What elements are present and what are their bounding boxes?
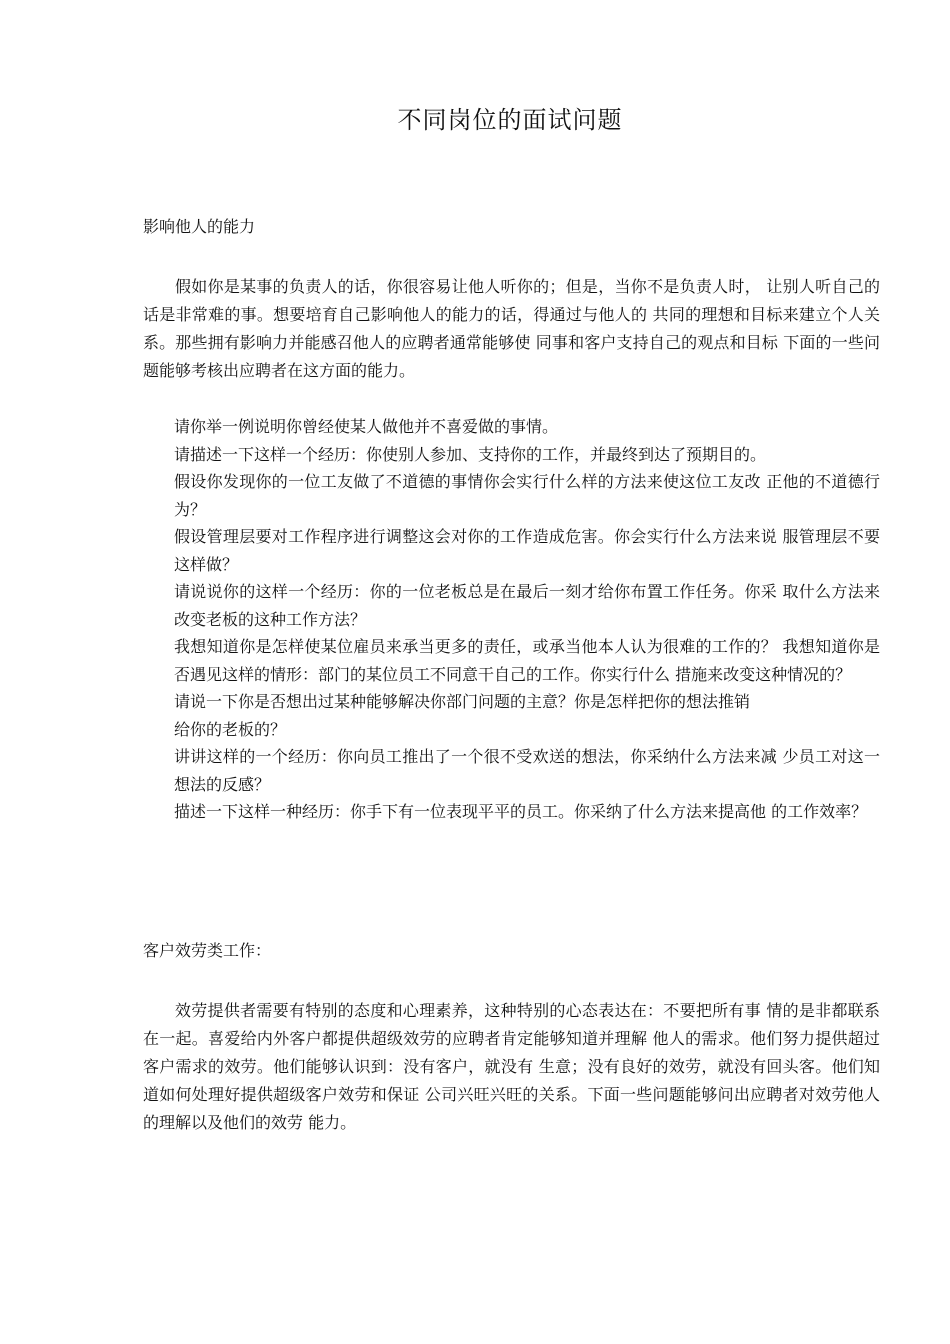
page-title: 不同岗位的面试问题	[397, 106, 623, 134]
section-intro-customer-service: 效劳提供者需要有特别的态度和心理素养，这种特别的心态表达在：不要把所有事 情的是非都联系在一起。喜爱给内外客户都提供超级效劳的应聘者肯定能够知道并理解 他人的需求。他们努力提供超过客户需求的效劳。他们能够认识到：没有客户，就没有 生意；没有良好的效劳，就没有回头客。他们知道如何处理好提供超级客户效劳和保证 公司兴旺兴旺的关系。下面一些问题能够问出应聘者对效劳他人的理解以及他们的效劳 能力。	[143, 1001, 880, 1132]
section-heading-influence: 影响他人的能力	[143, 217, 256, 236]
question-item: 请说一下你是否想出过某种能够解决你部门问题的主意？你是怎样把你的想法推销	[174, 692, 751, 711]
question-item: 给你的老板的？	[174, 719, 287, 739]
question-item: 请你举一例说明你曾经使某人做他并不喜爱做的事情。	[174, 417, 559, 436]
question-item: 请说说你的这样一个经历：你的一位老板总是在最后一刻才给你布置工作任务。你采 取什么方法来改变老板的这种工作方法？	[174, 582, 880, 629]
section-heading-customer-service: 客户效劳类工作：	[143, 941, 272, 960]
section-intro-influence: 假如你是某事的负责人的话，你很容易让他人听你的；但是，当你不是负责人时， 让别人听自己的话是非常难的事。想要培育自己影响他人的能力的话，得通过与他人的 共同的理想和目标来建立个人关系。那些拥有影响力并能感召他人的应聘者通常能够使 同事和客户支持自己的观点和目标 下面的一些问题能够考核出应聘者在这方面的能力。	[143, 277, 880, 380]
question-item: 假设你发现你的一位工友做了不道德的事情你会实行什么样的方法来使这位工友改 正他的不道德行为？	[174, 472, 880, 519]
question-item: 请描述一下这样一个经历：你使别人参加、支持你的工作，并最终到达了预期目的。	[174, 444, 767, 464]
question-item: 描述一下这样一种经历：你手下有一位表现平平的员工。你采纳了什么方法来提高他 的工作效率？	[174, 802, 868, 821]
question-item: 讲讲这样的一个经历：你向员工推出了一个很不受欢送的想法，你采纳什么方法来减 少员工对这一想法的反感？	[174, 747, 880, 794]
question-list	[174, 413, 880, 826]
question-item: 我想知道你是怎样使某位雇员来承当更多的责任，或承当他本人认为很难的工作的？ 我想知道你是否遇见这样的情形：部门的某位员工不同意干自己的工作。你实行什么 措施来改变这种情况的？	[174, 637, 880, 684]
question-item: 假设管理层要对工作程序进行调整这会对你的工作造成危害。你会实行什么方法来说 服管理层不要这样做？	[174, 527, 880, 574]
